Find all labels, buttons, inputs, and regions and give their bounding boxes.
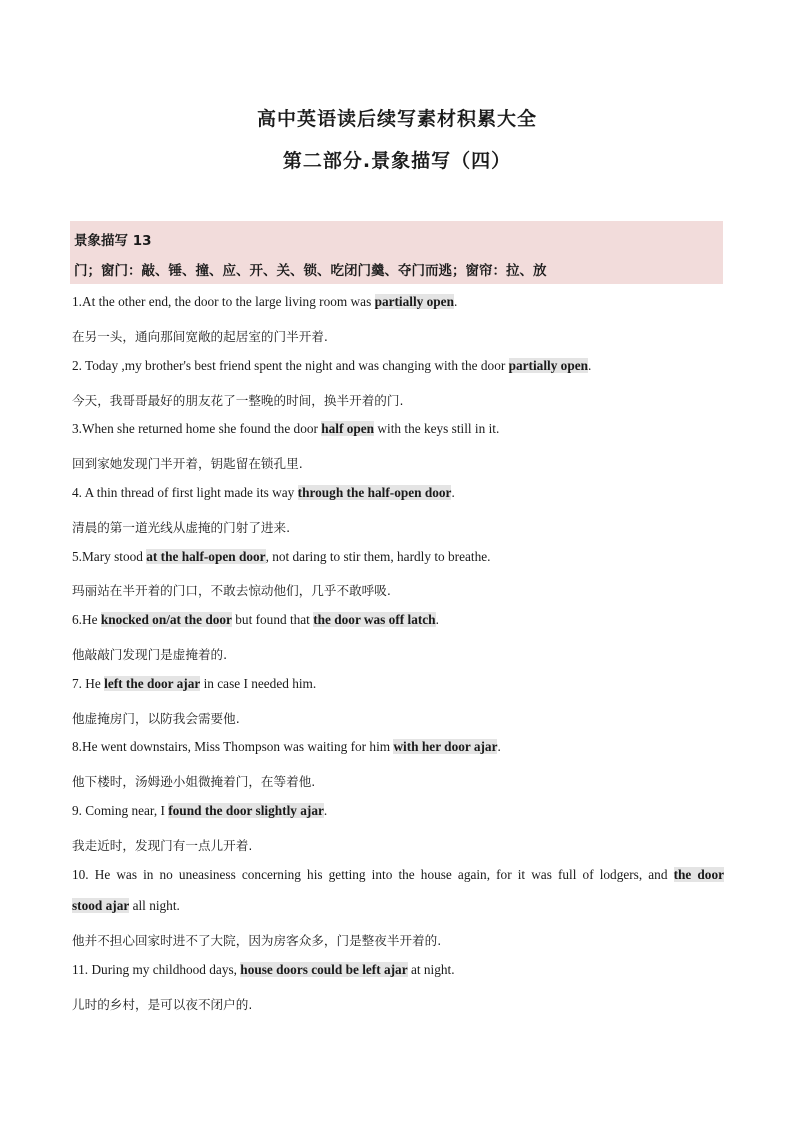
document-subtitle: 第二部分.景象描写（四） <box>282 150 512 172</box>
text-segment: . <box>323 803 328 818</box>
highlight-phrase: knocked on/at the door <box>100 612 232 627</box>
highlight-phrase: the door <box>673 867 724 882</box>
section-heading: 景象描写 13 <box>74 233 152 249</box>
text-segment: 2. Today ,my brother's best friend spent the night and was changing with the door <box>72 358 509 373</box>
text-segment: 9. Coming near, I <box>72 803 169 818</box>
text-segment: 10. He was in no uneasiness concerning his getting into the house again, for it was full of lodgers, and <box>72 867 674 882</box>
text-segment: 8.He went downstairs, Miss Thompson was waiting for him <box>72 739 394 754</box>
text-segment: 5.Mary stood <box>72 549 147 564</box>
example-zh-5: 玛丽站在半开着的门口，不敢去惊动他们，几乎不敢呼吸. <box>72 583 391 598</box>
text-segment: 6.He <box>72 612 101 627</box>
example-zh-8: 他下楼时，汤姆逊小姐微掩着门，在等着他. <box>72 774 316 789</box>
highlight-phrase: at the half-open door <box>146 549 266 564</box>
section-header-box <box>70 221 723 284</box>
example-zh-3: 回到家她发现门半开着，钥匙留在锁孔里. <box>72 456 303 471</box>
example-en-9 <box>72 803 724 819</box>
document-title: 高中英语读后续写素材积累大全 <box>256 108 537 130</box>
example-zh-1: 在另一头，通向那间宽敞的起居室的门半开着. <box>72 329 328 344</box>
section-keywords: 门；窗门：敲、锤、撞、应、开、关、锁、吃闭门羹、夺门而逃；窗帘：拉、放 <box>74 263 547 279</box>
example-en-7 <box>72 676 724 692</box>
highlight-phrase: stood ajar <box>72 898 130 913</box>
text-segment: 1.At the other end, the door to the large living room was <box>72 294 375 309</box>
text-segment: , not daring to stir them, hardly to breathe. <box>265 549 491 564</box>
highlight-phrase: the door was off latch <box>313 612 436 627</box>
text-segment: at night. <box>407 962 455 977</box>
example-en-11 <box>72 962 724 978</box>
example-zh-11: 儿时的乡村，是可以夜不闭户的. <box>72 997 253 1012</box>
highlight-phrase: through the half-open door <box>297 485 452 500</box>
highlight-phrase: left the door ajar <box>104 676 201 691</box>
highlight-phrase: with her door ajar <box>393 739 498 754</box>
text-segment: . <box>497 739 501 754</box>
highlight-phrase: half open <box>321 421 375 436</box>
text-segment: 4. A thin thread of first light made its way <box>72 485 298 500</box>
example-en-1 <box>72 294 724 310</box>
highlight-phrase: found the door slightly ajar <box>168 803 324 818</box>
example-en-3 <box>72 421 724 437</box>
text-segment: 11. During my childhood days, <box>72 962 241 977</box>
text-segment: 3.When she returned home she found the door <box>72 421 322 436</box>
highlight-phrase: partially open <box>374 294 454 309</box>
example-zh-9: 我走近时，发现门有一点儿开着. <box>72 838 253 853</box>
text-segment: . <box>588 358 592 373</box>
example-en-10-line2 <box>72 898 724 914</box>
text-segment: in case I needed him. <box>200 676 317 691</box>
text-segment: with the keys still in it. <box>374 421 500 436</box>
example-en-10-line1 <box>72 867 724 883</box>
highlight-phrase: partially open <box>508 358 589 373</box>
example-en-6 <box>72 612 724 628</box>
example-zh-2: 今天，我哥哥最好的朋友花了一整晚的时间，换半开着的门. <box>72 393 404 408</box>
text-segment: 7. He <box>72 676 105 691</box>
text-segment: but found that <box>231 612 314 627</box>
example-en-4 <box>72 485 724 501</box>
example-zh-10: 他并不担心回家时进不了大院，因为房客众多，门是整夜半开着的. <box>72 933 442 948</box>
example-en-8 <box>72 739 724 755</box>
text-segment: . <box>435 612 439 627</box>
example-zh-7: 他虚掩房门，以防我会需要他. <box>72 711 240 726</box>
example-zh-4: 清晨的第一道光线从虚掩的门射了进来. <box>72 520 291 535</box>
example-zh-6: 他敲敲门发现门是虚掩着的. <box>72 647 228 662</box>
example-en-2 <box>72 358 724 374</box>
example-en-5 <box>72 549 724 565</box>
text-segment: all night. <box>129 898 180 913</box>
highlight-phrase: house doors could be left ajar <box>240 962 408 977</box>
text-segment: . <box>453 294 458 309</box>
text-segment: . <box>451 485 455 500</box>
